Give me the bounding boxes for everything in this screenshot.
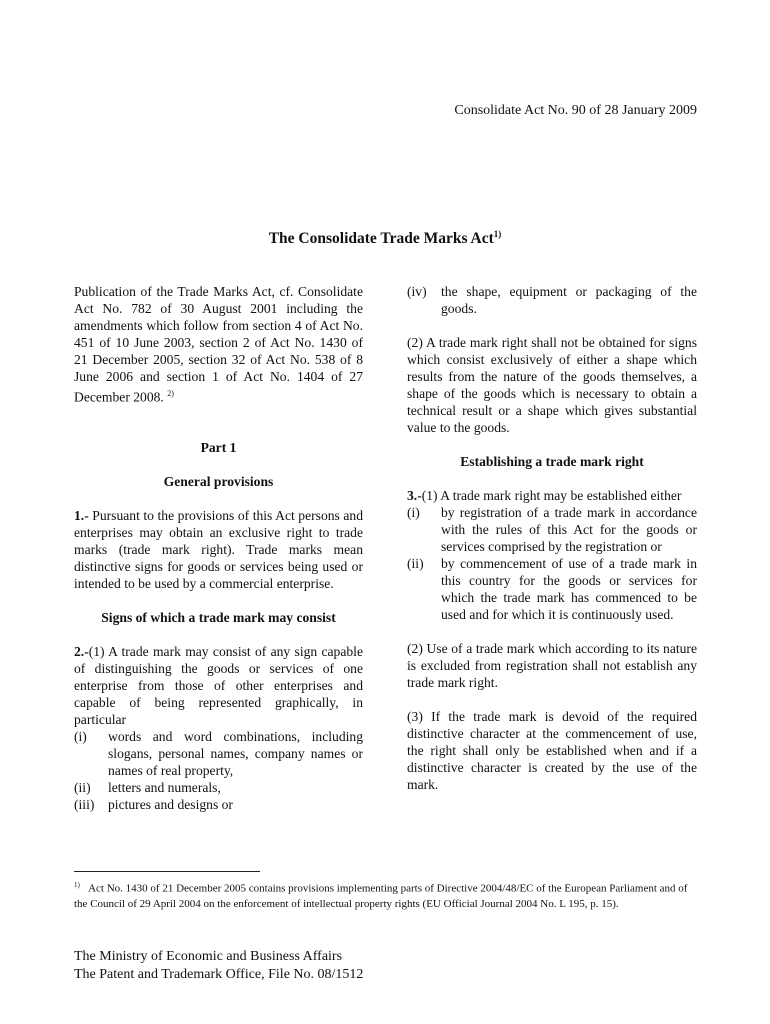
footer-ministry: The Ministry of Economic and Business Affairs	[74, 949, 343, 964]
footnote-text: Act No. 1430 of 21 December 2005 contains provisions implementing parts of Directive 2004/48/EC of the European Parliament and of the Council of 29 April 2004 on the enforcement of intellectual property rights (EU Official Journal 2004 No. L 195, p. 15).	[74, 882, 688, 910]
publication-footnote-mark: 2)	[167, 389, 174, 398]
section-3-intro-text: (1) A trade mark right may be established either	[421, 488, 682, 503]
establishing-heading: Establishing a trade mark right	[460, 454, 644, 469]
section-2-item-iii	[74, 796, 363, 813]
item-label: (ii)	[407, 556, 424, 571]
section-2-number: 2.-	[74, 643, 89, 659]
section-2-item-i	[74, 728, 363, 779]
left-column	[74, 283, 363, 813]
section-2-paragraph-2: (2) A trade mark right shall not be obtained for signs which consist exclusively of either a shape which results from the nature of the goods themselves, a shape of the goods which is necessary to obtain a technical result or a shape which gives substantial value to the goods.	[407, 335, 697, 435]
section-1-number: 1.-	[74, 507, 89, 523]
item-text: by commencement of use of a trade mark in this country for the goods or services for which the trade mark has commenced to be used and for which it is continuously used.	[441, 556, 697, 622]
section-3-paragraph-3: (3) If the trade mark is devoid of the required distinctive character at the commencement of use, the right shall only be established when and if a distinctive character is created by the use of the mark.	[407, 709, 697, 792]
act-reference: Consolidate Act No. 90 of 28 January 2009	[454, 103, 697, 118]
title-footnote-mark: 1)	[493, 229, 502, 239]
section-1-text: Pursuant to the provisions of this Act persons and enterprises may obtain an exclusive right to trade marks (trade mark right). Trade marks mean distinctive signs for goods or services being used or intended to be used by a commercial enterprise.	[74, 507, 363, 591]
item-label: (iii)	[74, 796, 95, 812]
publication-note	[74, 283, 363, 406]
item-label: (iv)	[407, 284, 427, 299]
section-3-item-i	[407, 504, 697, 555]
footer-office: The Patent and Trademark Office, File No. 08/1512	[74, 967, 364, 982]
general-provisions-heading: General provisions	[163, 473, 274, 489]
footnote-mark: 1)	[74, 881, 80, 889]
section-2-intro-text: (1) A trade mark may consist of any sign capable of distinguishing the goods or services of one enterprise from those of other enterprises and capable of being represented graphically, in particular	[74, 643, 363, 727]
document-title-text: The Consolidate Trade Marks Act	[268, 230, 494, 248]
publication-note-text: Publication of the Trade Marks Act, cf. Consolidate Act No. 782 of 30 August 2001 including the amendments which follow from section 4 of Act No. 451 of 10 June 2003, section 2 of Act No. 1430 of 21 December 2005, section 32 of Act No. 538 of 8 June 2006 and section 1 of Act No. 1404 of 27 December 2008.	[74, 284, 363, 405]
footnote-divider	[74, 871, 260, 872]
footnote	[74, 878, 699, 912]
item-text: letters and numerals,	[108, 779, 221, 795]
footer	[74, 948, 363, 984]
section-3-intro	[407, 487, 697, 504]
item-label: (i)	[74, 728, 87, 744]
item-label: (i)	[407, 505, 420, 520]
section-2-item-iv	[407, 283, 697, 317]
item-text: pictures and designs or	[108, 796, 233, 812]
right-column	[407, 283, 697, 793]
section-2-intro	[74, 643, 363, 728]
part-heading: Part 1	[200, 439, 237, 455]
section-3-item-ii	[407, 555, 697, 623]
item-text: the shape, equipment or packaging of the goods.	[441, 284, 697, 316]
item-label: (ii)	[74, 779, 91, 795]
item-text: words and word combinations, including slogans, personal names, company names or names of real property,	[108, 728, 363, 778]
signs-heading: Signs of which a trade mark may consist	[101, 609, 336, 625]
section-3-paragraph-2: (2) Use of a trade mark which according to its nature is excluded from registration shall not establish any trade mark right.	[407, 641, 697, 690]
item-text: by registration of a trade mark in accordance with the rules of this Act for the goods or services comprised by the registration or	[441, 505, 697, 554]
section-1	[74, 507, 363, 592]
section-2-item-ii	[74, 779, 363, 796]
document-title	[0, 229, 770, 248]
section-3-number: 3.-	[407, 488, 422, 503]
